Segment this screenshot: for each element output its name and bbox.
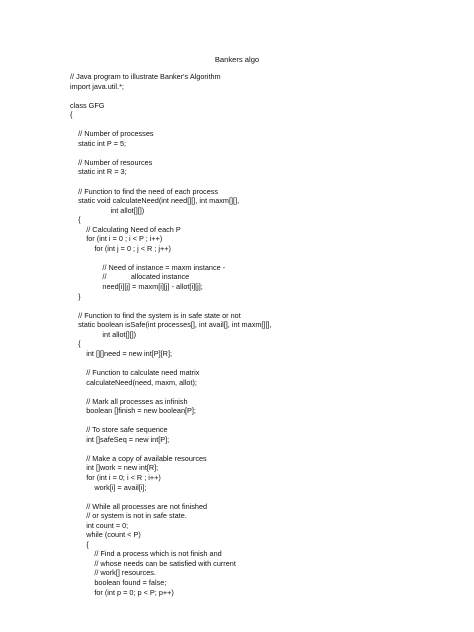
code-line: // To store safe sequence [70,425,168,435]
code-line: int allot[][]) [70,205,145,215]
code-line: static int R = 3; [70,167,127,177]
code-line [70,253,465,263]
code-line: for (int j = 0 ; j < R ; j++) [70,243,171,253]
code-line: static void calculateNeed(int need[][], int maxm[][], [70,196,240,206]
code-line: int []safeSeq = new int[P]; [70,434,170,444]
code-line: // Number of processes [70,129,154,139]
code-line: class GFG [70,100,105,110]
code-line: { [70,539,89,549]
code-line [70,148,465,158]
code-line: { [70,215,81,225]
code-line: static boolean isSafe(int processes[], int avail[], int maxm[][], [70,320,272,330]
code-line [70,444,465,454]
code-line: while (count < P) [70,530,141,540]
code-line: // Calculating Need of each P [70,224,181,234]
code-line: boolean []finish = new boolean[P]; [70,406,196,416]
code-line: for (int i = 0 ; i < P ; i++) [70,234,163,244]
code-line: // Find a process which is not finish and [70,549,222,559]
code-line: // Function to calculate need matrix [70,367,200,377]
code-line: int []work = new int[R]; [70,463,159,473]
code-listing [70,72,465,597]
code-line: calculateNeed(need, maxm, allot); [70,377,197,387]
code-line: need[i][j] = maxm[i][j] - allot[i][j]; [70,282,203,292]
code-line [70,416,465,426]
code-line [70,358,465,368]
code-line: // While all processes are not finished [70,501,208,511]
code-line: import java.util.*; [70,81,124,91]
code-line: int allot[][]) [70,329,137,339]
code-line: // Java program to illustrate Banker's Algorithm [70,72,221,81]
code-line: int [][]need = new int[P][R]; [70,348,173,358]
code-line [70,120,465,130]
code-line: // allocated instance [70,272,190,282]
code-line: for (int i = 0; i < R ; i++) [70,472,161,482]
code-line: // Mark all processes as infinish [70,396,188,406]
code-line: { [70,339,81,349]
code-line: } [70,291,81,301]
code-line [70,177,465,187]
code-line: // whose needs can be satisfied with current [70,558,236,568]
code-line: // Function to find the need of each process [70,186,219,196]
code-line [70,387,465,397]
document-title: Bankers algo [214,55,260,64]
code-line: work[i] = avail[i]; [70,482,147,492]
code-line: { [70,110,73,120]
code-line: static int P = 5; [70,138,127,148]
code-line: // or system is not in safe state. [70,511,187,521]
code-line: // Make a copy of available resources [70,453,207,463]
code-line: // Need of instance = maxm instance - [70,262,226,272]
code-line [70,91,465,101]
code-line: for (int p = 0; p < P; p++) [70,587,174,597]
code-line: boolean found = false; [70,577,167,587]
code-line [70,301,465,311]
code-line: int count = 0; [70,520,129,530]
code-line: // work[] resources. [70,568,156,578]
code-line: // Number of resources [70,157,153,167]
code-line [70,492,465,502]
code-line: // Function to find the system is in safe state or not [70,310,241,320]
